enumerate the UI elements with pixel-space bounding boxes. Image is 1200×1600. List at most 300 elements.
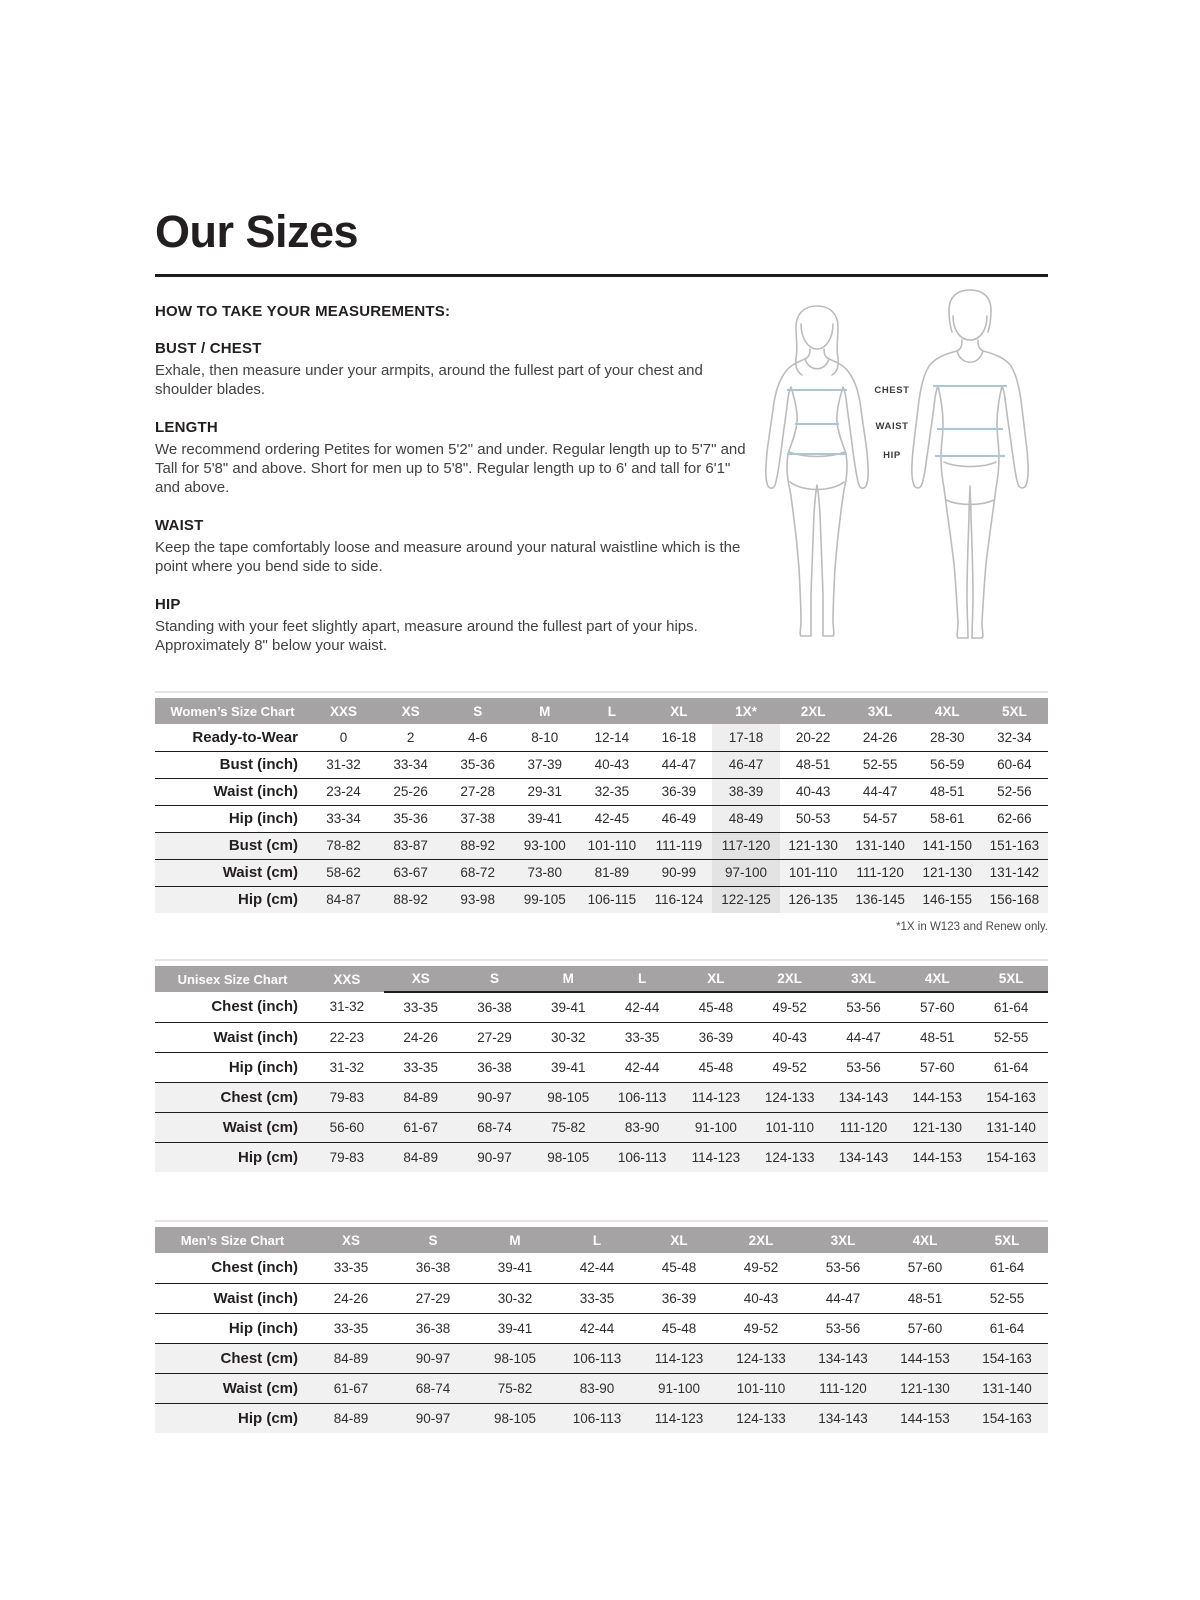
size-cell: 122-125 — [712, 886, 779, 913]
size-cell: 131-142 — [981, 859, 1048, 886]
size-cell: 90-99 — [645, 859, 712, 886]
size-cell: 20-22 — [795, 729, 831, 745]
column-header: 2XL — [780, 698, 847, 724]
column-header: 1X* — [712, 698, 779, 724]
size-cell: 29-31 — [527, 784, 563, 799]
table-row — [155, 778, 1048, 805]
size-cell: 91-100 — [638, 1373, 720, 1403]
column-header: L — [556, 1227, 638, 1253]
size-cell: 111-120 — [802, 1373, 884, 1403]
size-cell: 38-39 — [712, 778, 779, 805]
size-cell: 121-130 — [884, 1373, 966, 1403]
column-header: 3XL — [847, 698, 914, 724]
hip-label: HIP — [883, 450, 901, 461]
size-cell: 30-32 — [497, 1290, 533, 1306]
size-cell: 61-67 — [384, 1112, 458, 1142]
size-cell: 48-51 — [929, 784, 965, 799]
size-cell: 131-140 — [847, 832, 914, 859]
size-cell: 36-39 — [698, 1029, 734, 1045]
size-cell: 53-56 — [846, 1059, 881, 1075]
size-cell: 39-41 — [551, 1059, 586, 1075]
woman-body — [766, 349, 868, 636]
size-cell: 52-56 — [997, 784, 1032, 799]
size-cell: 44-47 — [846, 1029, 881, 1045]
womens-chart-footnote: *1X in W123 and Renew only. — [896, 921, 1048, 933]
size-cell: 0 — [339, 729, 348, 745]
size-cell: 144-153 — [900, 1082, 974, 1112]
size-cell: 124-133 — [753, 1082, 827, 1112]
size-cell: 31-32 — [329, 1059, 365, 1075]
woman-hair — [796, 306, 839, 375]
column-header: XS — [310, 1227, 392, 1253]
size-cell: 37-38 — [460, 811, 495, 826]
size-cell: 78-82 — [310, 832, 377, 859]
measurement-instructions — [155, 303, 747, 655]
size-cell: 106-113 — [605, 1082, 679, 1112]
size-cell: 121-130 — [914, 859, 981, 886]
table-row — [155, 1142, 1048, 1172]
table-title: Men’s Size Chart — [155, 1227, 310, 1253]
size-cell: 40-43 — [594, 757, 630, 772]
size-cell: 90-97 — [458, 1082, 532, 1112]
size-cell: 22-23 — [329, 1029, 365, 1045]
womens-size-chart-table — [155, 698, 1048, 913]
measurement-section-hip — [155, 596, 747, 655]
size-cell: 42-44 — [624, 999, 660, 1015]
row-label: Hip (inch) — [228, 1058, 298, 1076]
chest-label: CHEST — [874, 385, 910, 396]
size-cell: 101-110 — [753, 1112, 827, 1142]
size-cell: 36-38 — [477, 1059, 512, 1075]
size-cell: 114-123 — [679, 1142, 753, 1172]
column-header: 4XL — [884, 1227, 966, 1253]
table-row — [155, 1403, 1048, 1433]
size-cell: 131-140 — [966, 1373, 1048, 1403]
figures-illustration — [745, 286, 1045, 652]
column-header: XL — [645, 698, 712, 724]
size-cell: 31-32 — [326, 757, 361, 772]
column-header: XS — [377, 698, 444, 724]
size-cell: 36-38 — [477, 999, 512, 1015]
size-cell: 33-35 — [333, 1320, 369, 1336]
size-cell: 23-24 — [326, 784, 361, 799]
size-cell: 79-83 — [310, 1142, 384, 1172]
size-cell: 25-26 — [393, 784, 428, 799]
section-title: WAIST — [155, 517, 204, 534]
size-cell: 33-34 — [393, 757, 428, 772]
table-title: Unisex Size Chart — [155, 966, 310, 992]
size-cell: 45-48 — [698, 1059, 734, 1075]
size-cell: 44-47 — [661, 757, 697, 772]
woman-measure-lines — [787, 390, 847, 454]
row-label: Hip (inch) — [228, 1319, 298, 1337]
column-header: 4XL — [900, 966, 974, 992]
size-cell: 81-89 — [578, 859, 645, 886]
man-hair — [949, 290, 991, 332]
size-cell: 39-41 — [551, 999, 586, 1015]
table-row — [155, 1022, 1048, 1052]
woman-neckline — [805, 359, 829, 369]
size-cell: 68-74 — [458, 1112, 532, 1142]
size-cell: 151-163 — [981, 832, 1048, 859]
size-cell: 97-100 — [712, 859, 779, 886]
size-cell: 134-143 — [802, 1343, 884, 1373]
table-row — [155, 1082, 1048, 1112]
size-cell: 124-133 — [753, 1142, 827, 1172]
column-header: M — [531, 966, 605, 992]
size-cell: 31-32 — [329, 999, 365, 1015]
column-header: 2XL — [753, 966, 827, 992]
table-row — [155, 992, 1048, 1022]
size-cell: 37-39 — [527, 757, 563, 772]
mens-size-chart-block — [155, 1220, 1048, 1433]
size-cell: 36-38 — [415, 1260, 451, 1276]
size-cell: 116-124 — [645, 886, 712, 913]
column-header: 5XL — [966, 1227, 1048, 1253]
size-cell: 33-35 — [624, 1029, 660, 1045]
size-cell: 90-97 — [458, 1142, 532, 1172]
size-cell: 111-119 — [645, 832, 712, 859]
column-header: L — [605, 966, 679, 992]
size-cell: 39-41 — [497, 1260, 533, 1276]
size-cell: 42-44 — [579, 1320, 615, 1336]
size-cell: 24-26 — [333, 1290, 369, 1306]
size-cell: 126-135 — [780, 886, 847, 913]
size-cell: 53-56 — [846, 999, 881, 1015]
size-cell: 90-97 — [392, 1403, 474, 1433]
size-cell: 114-123 — [679, 1082, 753, 1112]
size-cell: 83-90 — [556, 1373, 638, 1403]
size-cell: 101-110 — [780, 859, 847, 886]
size-cell: 63-67 — [377, 859, 444, 886]
size-cell: 84-89 — [384, 1082, 458, 1112]
table-row — [155, 751, 1048, 778]
size-cell: 61-67 — [310, 1373, 392, 1403]
section-text: We recommend ordering Petites for women 5'2" and under. Regular length up to 5'7" and Tall for 5'8" and above. Short for men up to 5'8". Regular length up to 6' and tall for 6'1" and above. — [155, 441, 746, 496]
size-cell: 61-64 — [993, 999, 1029, 1015]
size-cell: 33-35 — [403, 1059, 438, 1075]
measurement-section-bust-chest — [155, 340, 747, 399]
size-cell: 32-34 — [997, 729, 1032, 745]
row-label: Hip (cm) — [155, 1142, 310, 1172]
section-title: LENGTH — [155, 419, 218, 436]
size-cell: 61-64 — [989, 1260, 1025, 1276]
size-cell: 106-113 — [556, 1403, 638, 1433]
size-cell: 106-113 — [556, 1343, 638, 1373]
size-cell: 44-47 — [862, 784, 898, 799]
size-cell: 88-92 — [444, 832, 511, 859]
size-cell: 98-105 — [531, 1142, 605, 1172]
size-cell: 53-56 — [825, 1260, 861, 1276]
size-cell: 144-153 — [884, 1343, 966, 1373]
size-cell: 84-89 — [310, 1403, 392, 1433]
size-cell: 46-47 — [712, 751, 779, 778]
size-cell: 24-26 — [862, 729, 898, 745]
size-cell: 61-64 — [993, 1059, 1029, 1075]
column-header: XL — [638, 1227, 720, 1253]
table-row — [155, 1343, 1048, 1373]
size-cell: 99-105 — [511, 886, 578, 913]
size-cell: 54-57 — [862, 811, 898, 826]
womens-size-chart-block — [155, 691, 1048, 933]
size-cell: 42-44 — [579, 1260, 615, 1276]
unisex-size-chart-table — [155, 966, 1048, 1172]
size-cell: 68-74 — [392, 1373, 474, 1403]
size-cell: 117-120 — [712, 832, 779, 859]
column-header: L — [578, 698, 645, 724]
size-cell: 57-60 — [907, 1320, 943, 1336]
man-shorts-waist — [944, 462, 996, 467]
table-row — [155, 1253, 1048, 1283]
size-cell: 32-35 — [594, 784, 630, 799]
table-row — [155, 832, 1048, 859]
size-cell: 144-153 — [900, 1142, 974, 1172]
size-cell: 154-163 — [974, 1082, 1048, 1112]
table-header-row — [155, 966, 1048, 992]
row-label: Chest (inch) — [211, 998, 298, 1016]
man-body — [912, 340, 1028, 638]
row-label: Waist (inch) — [213, 1028, 298, 1046]
size-cell: 91-100 — [679, 1112, 753, 1142]
size-cell: 36-39 — [661, 1290, 697, 1306]
size-cell: 33-35 — [579, 1290, 615, 1306]
size-cell: 48-51 — [907, 1290, 943, 1306]
size-cell: 136-145 — [847, 886, 914, 913]
size-cell: 144-153 — [884, 1403, 966, 1433]
row-label: Chest (cm) — [155, 1343, 310, 1373]
column-header: 3XL — [827, 966, 901, 992]
size-cell: 33-35 — [403, 999, 438, 1015]
size-cell: 106-113 — [605, 1142, 679, 1172]
column-header: XL — [679, 966, 753, 992]
row-label: Hip (cm) — [155, 1403, 310, 1433]
row-label: Chest (cm) — [155, 1082, 310, 1112]
column-header: S — [458, 966, 532, 992]
size-cell: 42-44 — [624, 1059, 660, 1075]
size-cell: 40-43 — [795, 784, 831, 799]
row-label: Ready-to-Wear — [192, 728, 298, 746]
size-cell: 154-163 — [974, 1142, 1048, 1172]
size-cell: 111-120 — [827, 1112, 901, 1142]
table-row — [155, 859, 1048, 886]
size-cell: 121-130 — [780, 832, 847, 859]
unisex-size-chart-block — [155, 959, 1048, 1172]
column-header: XS — [384, 966, 458, 992]
size-cell: 49-52 — [743, 1260, 779, 1276]
waist-label: WAIST — [875, 421, 909, 432]
size-cell: 111-120 — [847, 859, 914, 886]
man-measure-lines — [933, 386, 1007, 456]
title-rule — [155, 274, 1048, 277]
size-cell: 73-80 — [511, 859, 578, 886]
size-cell: 101-110 — [720, 1373, 802, 1403]
size-cell: 48-51 — [920, 1029, 955, 1045]
size-cell: 36-38 — [415, 1320, 451, 1336]
section-text: Exhale, then measure under your armpits, around the fullest part of your chest and shoulder blades. — [155, 362, 703, 398]
table-row — [155, 724, 1048, 751]
size-cell: 156-168 — [981, 886, 1048, 913]
size-cell: 114-123 — [638, 1343, 720, 1373]
size-cell: 124-133 — [720, 1343, 802, 1373]
size-cell: 24-26 — [403, 1029, 438, 1045]
size-cell: 83-90 — [605, 1112, 679, 1142]
column-header: M — [511, 698, 578, 724]
size-cell: 12-14 — [594, 729, 630, 745]
row-label: Hip (inch) — [228, 810, 298, 827]
size-cell: 131-140 — [974, 1112, 1048, 1142]
size-cell: 27-29 — [477, 1029, 512, 1045]
measurement-figures — [745, 286, 1045, 652]
table-row — [155, 1052, 1048, 1082]
size-cell: 30-32 — [551, 1029, 586, 1045]
section-title: HIP — [155, 596, 181, 613]
row-label: Waist (inch) — [213, 1289, 298, 1307]
woman-figure — [766, 306, 868, 636]
size-cell: 84-89 — [384, 1142, 458, 1172]
row-label: Bust (cm) — [155, 832, 310, 859]
size-cell: 154-163 — [966, 1403, 1048, 1433]
size-cell: 114-123 — [638, 1403, 720, 1433]
row-label: Waist (inch) — [213, 783, 298, 800]
size-cell: 124-133 — [720, 1403, 802, 1433]
size-cell: 39-41 — [527, 811, 563, 826]
table-header-row — [155, 1227, 1048, 1253]
size-cell: 106-115 — [578, 886, 645, 913]
size-cell: 33-35 — [333, 1260, 369, 1276]
size-cell: 61-64 — [989, 1320, 1025, 1336]
size-cell: 141-150 — [914, 832, 981, 859]
size-cell: 121-130 — [900, 1112, 974, 1142]
size-cell: 52-55 — [993, 1029, 1029, 1045]
row-label: Hip (cm) — [155, 886, 310, 913]
size-cell: 48-49 — [712, 805, 779, 832]
size-cell: 39-41 — [497, 1320, 533, 1336]
size-cell: 45-48 — [661, 1260, 697, 1276]
column-header: 5XL — [974, 966, 1048, 992]
size-cell: 27-29 — [415, 1290, 451, 1306]
size-cell: 33-34 — [326, 811, 361, 826]
size-cell: 146-155 — [914, 886, 981, 913]
size-cell: 35-36 — [393, 811, 428, 826]
table-row — [155, 1373, 1048, 1403]
section-text: Standing with your feet slightly apart, measure around the fullest part of your hips. Approximately 8" below your waist. — [155, 618, 698, 654]
column-header: M — [474, 1227, 556, 1253]
table-row — [155, 1283, 1048, 1313]
size-cell: 28-30 — [929, 729, 965, 745]
column-header: XXS — [310, 698, 377, 724]
table-header-row — [155, 698, 1048, 724]
size-cell: 35-36 — [460, 757, 495, 772]
column-header: 3XL — [802, 1227, 884, 1253]
size-cell: 52-55 — [862, 757, 898, 772]
size-cell: 134-143 — [827, 1142, 901, 1172]
size-cell: 90-97 — [392, 1343, 474, 1373]
column-header: S — [392, 1227, 474, 1253]
size-cell: 98-105 — [531, 1082, 605, 1112]
size-cell: 4-6 — [467, 729, 488, 745]
size-cell: 79-83 — [310, 1082, 384, 1112]
how-to-heading: HOW TO TAKE YOUR MEASUREMENTS: — [155, 303, 451, 320]
column-header: XXS — [310, 966, 384, 992]
measurement-section-waist — [155, 517, 747, 576]
table-row — [155, 1313, 1048, 1343]
row-label: Bust (inch) — [219, 756, 298, 773]
size-cell: 27-28 — [460, 784, 495, 799]
size-cell: 49-52 — [743, 1320, 779, 1336]
size-cell: 53-56 — [825, 1320, 861, 1336]
size-cell: 49-52 — [772, 1059, 807, 1075]
size-cell: 56-60 — [310, 1112, 384, 1142]
size-cell: 44-47 — [825, 1290, 861, 1306]
section-title: BUST / CHEST — [155, 340, 262, 357]
size-cell: 98-105 — [474, 1403, 556, 1433]
size-cell: 60-64 — [997, 757, 1032, 772]
size-cell: 68-72 — [444, 859, 511, 886]
man-neckline — [957, 351, 983, 362]
size-cell: 40-43 — [772, 1029, 807, 1045]
size-cell: 8-10 — [531, 729, 559, 745]
man-face — [953, 316, 987, 340]
column-header: 2XL — [720, 1227, 802, 1253]
column-header: 4XL — [914, 698, 981, 724]
column-header: S — [444, 698, 511, 724]
man-figure — [912, 290, 1028, 638]
size-cell: 45-48 — [698, 999, 734, 1015]
page-content — [155, 0, 1048, 1433]
size-cell: 46-49 — [661, 811, 697, 826]
size-cell: 16-18 — [661, 729, 697, 745]
table-row — [155, 1112, 1048, 1142]
table-row — [155, 805, 1048, 832]
size-cell: 48-51 — [795, 757, 831, 772]
column-header: 5XL — [981, 698, 1048, 724]
measurement-section-length — [155, 419, 747, 497]
row-label: Waist (cm) — [155, 859, 310, 886]
size-cell: 17-18 — [712, 724, 779, 751]
section-text: Keep the tape comfortably loose and measure around your natural waistline which is the point where you bend side to side. — [155, 539, 741, 575]
size-cell: 75-82 — [474, 1373, 556, 1403]
row-label: Waist (cm) — [155, 1112, 310, 1142]
row-label: Chest (inch) — [211, 1259, 298, 1277]
size-cell: 84-87 — [310, 886, 377, 913]
size-cell: 50-53 — [795, 811, 831, 826]
size-cell: 93-100 — [511, 832, 578, 859]
size-cell: 57-60 — [920, 999, 955, 1015]
size-cell: 2 — [406, 729, 415, 745]
table-row — [155, 886, 1048, 913]
size-cell: 57-60 — [907, 1260, 943, 1276]
size-cell: 88-92 — [377, 886, 444, 913]
size-cell: 52-55 — [989, 1290, 1025, 1306]
size-cell: 75-82 — [531, 1112, 605, 1142]
size-cell: 49-52 — [772, 999, 807, 1015]
size-cell: 45-48 — [661, 1320, 697, 1336]
row-label: Waist (cm) — [155, 1373, 310, 1403]
size-cell: 84-89 — [310, 1343, 392, 1373]
size-cell: 36-39 — [661, 784, 697, 799]
woman-face — [801, 324, 833, 349]
size-cell: 62-66 — [997, 811, 1032, 826]
size-cell: 42-45 — [594, 811, 630, 826]
size-cell: 134-143 — [827, 1082, 901, 1112]
size-cell: 57-60 — [920, 1059, 955, 1075]
size-cell: 93-98 — [444, 886, 511, 913]
size-cell: 83-87 — [377, 832, 444, 859]
size-cell: 154-163 — [966, 1343, 1048, 1373]
size-cell: 58-62 — [310, 859, 377, 886]
mens-size-chart-table — [155, 1227, 1048, 1433]
size-cell: 101-110 — [578, 832, 645, 859]
